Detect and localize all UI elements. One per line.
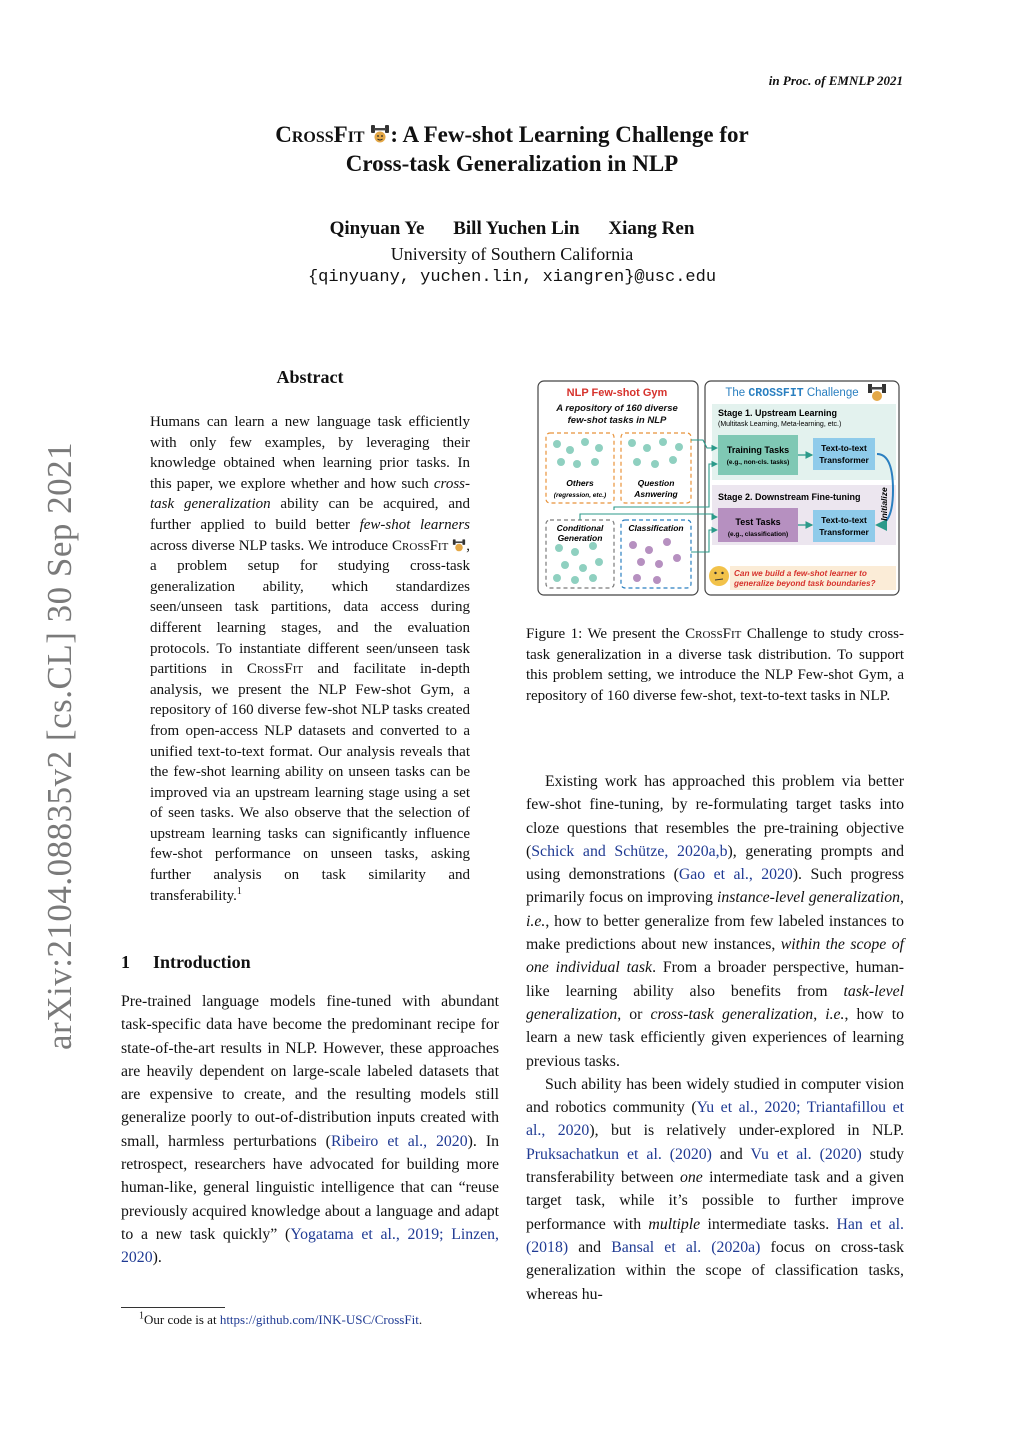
arxiv-stamp: arXiv:2104.08835v2 [cs.CL] 30 Sep 2021 [40, 441, 79, 1050]
citation-link[interactable]: Ribeiro et al., 2020 [330, 1132, 468, 1150]
transformer-label: Text-to-text [821, 515, 867, 525]
thinking-face-icon [709, 566, 729, 586]
training-tasks-box [718, 435, 798, 475]
transformer-label: Text-to-text [821, 443, 867, 453]
group-label-others: Others [566, 478, 594, 488]
intro-left-column [121, 990, 499, 1270]
group-label-qa: Question [637, 478, 675, 488]
title-name: CrossFit [275, 122, 365, 147]
gym-title: NLP Few-shot Gym [566, 387, 668, 399]
training-tasks-label: Training Tasks [726, 445, 790, 455]
citation-link[interactable]: Han et al. (2018) [526, 1215, 905, 1256]
initialize-label: Initialize [879, 487, 889, 521]
citation-link[interactable]: Vu et al. (2020) [750, 1145, 862, 1163]
abstract-heading: Abstract [276, 367, 344, 387]
gym-subtitle: few-shot tasks in NLP [567, 415, 667, 426]
figure-1 [537, 380, 901, 598]
author-list [0, 218, 1024, 240]
citation-link[interactable]: Gao et al., 2020 [678, 866, 793, 884]
stage2-label: Stage 2. Downstream Fine-tuning [718, 492, 861, 502]
footnote: $^1$Our code is at https://github.com/INK-USC/CrossFit. [139, 1310, 423, 1327]
group-label-generation: Conditional [556, 523, 604, 533]
affiliation: University of Southern California [390, 244, 634, 264]
gym-subtitle: A repository of 160 diverse [556, 403, 678, 414]
title-line2: Cross-task Generalization in NLP [345, 151, 679, 176]
footnote-mark: 1 [236, 885, 242, 897]
paragraph: Existing work has approached this problem via better few-shot fine-tuning, by re-formulating target tasks into cloze questions that resembles the pre-training objective (Schick and Schütze, 2020a,b), generating prompts and using demonstrations (Gao et al., 2020). Such progress primarily focus on improving instance-level generalization, i.e., how to better generalize from few labeled instances to make predictions about new instances, within the scope of one individual task. From a broader perspective, human-like learning ability also benefits from task-level generalization, or cross-task generalization, i.e., how to learn a new task efficiently given experiences of learning previous tasks. [526, 773, 905, 1070]
group-sublabel-others: (regression, etc.) [553, 492, 607, 499]
citation-link[interactable]: Schick and Schütze, 2020a,b [531, 842, 728, 860]
paragraph: Such ability has been widely studied in computer vision and robotics community (Yu et al., 2020; Triantafillou et al., 2020), but is relatively under-explored in NLP. Pruksachatkun et al. (2020) and Vu et al. (2020) study transferability between one intermediate task and a given target task, while it’s possible to further improve performance with multiple intermediate tasks. Han et al. (2018) and Bansal et al. (2020a) focus on cross-task generalization within the scope of classification tasks, whereas hu- [526, 1075, 905, 1303]
citation-link[interactable]: Yogatama et al., 2019; Linzen, 2020 [121, 1225, 500, 1267]
stage1-sublabel: (Multitask Learning, Meta-learning, etc.) [718, 421, 842, 428]
title-line1-rest: : A Few-shot Learning Challenge for [390, 122, 749, 147]
footnote-rule [121, 1307, 225, 1308]
dumbbell-mascot-icon [370, 123, 390, 145]
abstract-body: Humans can learn a new language task efficiently with only few examples, by leveraging their knowledge obtained when learning prior tasks. In this paper, we explore whether and how such cross-task generalization ability can be acquired, and further applied to build better few-shot learners across diverse NLP tasks. We introduce CrossFit , a problem setup for studying cross-task generalization ability, which standardizes seen/unseen task partitions, data access during different learning stages, and the evaluation protocols. To instantiate different seen/unseen task partitions in CrossFit and facilitate in-depth analysis, we present the NLP Few-shot Gym, a repository of 160 diverse few-shot NLP tasks created from open-access NLP datasets and converted to a unified text-to-text format. Our analysis reveals that the few-shot learning ability on unseen tasks can be improved via an upstream learning stage using a set of seen tasks. We also observe that the selection of upstream learning tasks can significantly influence few-shot performance on unseen tasks, asking further analysis on task similarity and transferability.$^1$ [150, 414, 471, 904]
citation-link[interactable]: Bansal et al. (2020a) [611, 1238, 761, 1256]
figure-caption: Figure 1: We present the CrossFit Challenge to study cross-task generalization in a diverse task distribution. To support this problem setting, we introduce the NLP Few-shot Gym, a repository of 160 diverse few-shot, text-to-text tasks in NLP. [526, 626, 904, 705]
intro-right-column [526, 770, 904, 1306]
author-name: Qinyuan Ye [329, 218, 425, 239]
stage1-label: Stage 1. Upstream Learning [718, 408, 838, 418]
question-text: generalize beyond task boundaries? [734, 579, 876, 588]
section-heading-introduction: 1 Introduction [121, 952, 251, 972]
test-tasks-sublabel: (e.g., classification) [727, 531, 789, 538]
author-name: Xiang Ren [608, 218, 695, 239]
citation-link[interactable]: Pruksachatkun et al. (2020) [526, 1145, 712, 1163]
transformer-label: Transformer [819, 455, 869, 465]
training-tasks-sublabel: (e.g., non-cls. tasks) [726, 459, 790, 466]
author-name: Bill Yuchen Lin [453, 218, 580, 239]
venue-note: in Proc. of EMNLP 2021 [768, 73, 903, 88]
paragraph: Pre-trained language models fine-tuned with abundant task-specific data have become the predominant recipe for state-of-the-art results in NLP. However, these approaches are heavily dependent on large-scale labeled datasets that are expensive to create, and the resulting models still generalize poorly to out-of-distribution inputs created with small, harmless perturbations (Ribeiro et al., 2020). In retrospect, researchers have advocated for building more human-like, general linguistic intelligence that can “reuse previously acquired knowledge about a language and adapt to a new task quickly” (Yogatama et al., 2019; Linzen, 2020). [121, 993, 500, 1267]
transformer-label: Transformer [819, 527, 869, 537]
group-label-qa: Asnwering [634, 489, 678, 499]
dumbbell-mascot-icon [452, 538, 466, 553]
challenge-title: The CROSSFIT Challenge [725, 387, 859, 400]
citation-link[interactable]: Yu et al., 2020; Triantafillou et al., 2020 [526, 1099, 904, 1140]
test-tasks-label: Test Tasks [735, 517, 781, 527]
code-link[interactable]: https://github.com/INK-USC/CrossFit [219, 1312, 419, 1327]
email-addresses: {qinyuany, yuchen.lin, xiangren}@usc.edu [307, 268, 717, 287]
paper-title [0, 120, 1024, 178]
question-text: Can we build a few-shot learner to [734, 569, 867, 578]
group-label-classification: Classification [628, 523, 684, 533]
group-label-generation: Generation [557, 533, 603, 543]
